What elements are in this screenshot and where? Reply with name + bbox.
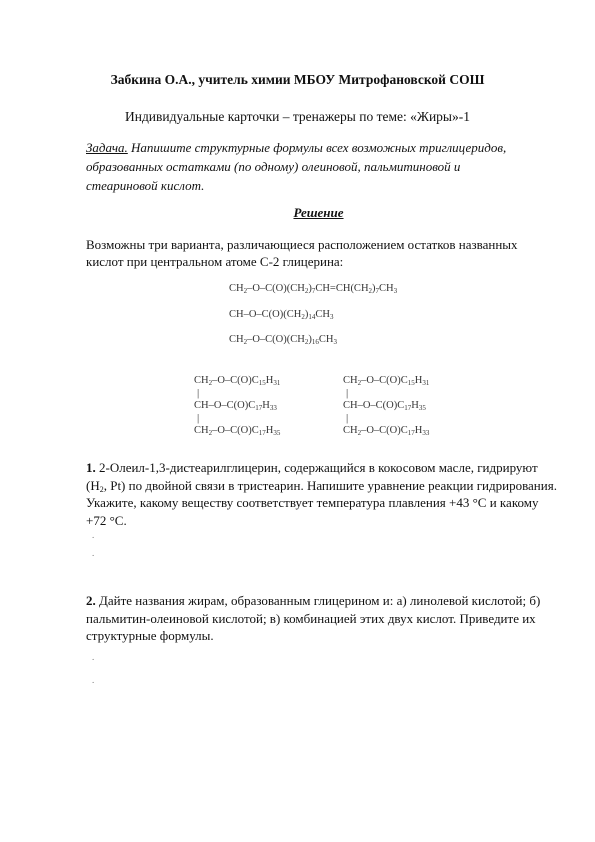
task-label: Задача. [86, 140, 128, 155]
formula-v2-line3: $CH_2-O-C(O)C_{17}H_{35}$ [194, 425, 281, 437]
bond-v3-top: | [346, 387, 349, 399]
task-paragraph [86, 138, 526, 195]
question-1-text-a: 2-Олеил-1,3-дистеарилглицерин, содержащийся в кокосовом масле, гидрируют (H [86, 460, 538, 493]
answer-mark: . [92, 548, 95, 558]
solution-intro: Возможны три варианта, различающиеся расположением остатков названных кислот при центральном атоме С-2 глицерина: [86, 237, 518, 269]
formula-v1-line2: $CH-O-C(O)(CH_2)_{14}CH_3$ [229, 309, 334, 321]
question-2 [86, 592, 561, 645]
formula-v3-line3: $CH_2-O-C(O)C_{17}H_{33}$ [343, 425, 430, 437]
answer-mark: . [92, 652, 95, 662]
formula-v1-line3: $CH_2-O-C(O)(CH_2)_{16}CH_3$ [229, 334, 337, 346]
question-1 [86, 459, 561, 529]
formula-v2-line1: $CH_2-O-C(O)C_{15}H_{31}$ [194, 375, 281, 387]
question-2-text: Дайте названия жирам, образованным глицерином и: а) линолевой кислотой; б) пальмитин-олеиновой кислотой; в) комбинацией этих двух кислот. Приведите их структурные формулы. [86, 593, 541, 643]
bond-v2-top: | [197, 387, 200, 399]
answer-mark: . [92, 530, 95, 540]
solution-heading: Решение [293, 205, 344, 220]
formula-v3-line1: $CH_2-O-C(O)C_{15}H_{31}$ [343, 375, 430, 387]
bond-v3-bottom: | [346, 412, 349, 424]
question-1-text-b: , Pt) по двойной связи в тристеарин. Напишите уравнение реакции гидрирования. Укажите, какому веществу соответствует температура плавления +43 °С и какому +72 °С. [86, 477, 557, 528]
formula-v3-line2: $CH-O-C(O)C_{17}H_{35}$ [343, 400, 426, 412]
task-text: Напишите структурные формулы всех возможных триглицеридов, образованных остатками (по одному) олеиновой, пальмитиновой и стеариновой кислот. [86, 140, 507, 193]
question-1-number: 1. [86, 460, 96, 475]
question-2-number: 2. [86, 593, 96, 608]
author-line: Забкина О.А., учитель химии МБОУ Митрофановской СОШ [110, 72, 485, 87]
answer-mark: . [92, 675, 95, 685]
formula-v2-line2: $CH-O-C(O)C_{17}H_{33}$ [194, 400, 277, 412]
bond-v2-bottom: | [197, 412, 200, 424]
formula-v1-line1: $CH_2-O-C(O)(CH_2)_7CH=CH(CH_2)_7CH_3$ [229, 283, 398, 295]
card-subtitle: Индивидуальные карточки – тренажеры по теме: «Жиры»-1 [124, 109, 471, 124]
question-1-sub: 2 [99, 484, 104, 494]
